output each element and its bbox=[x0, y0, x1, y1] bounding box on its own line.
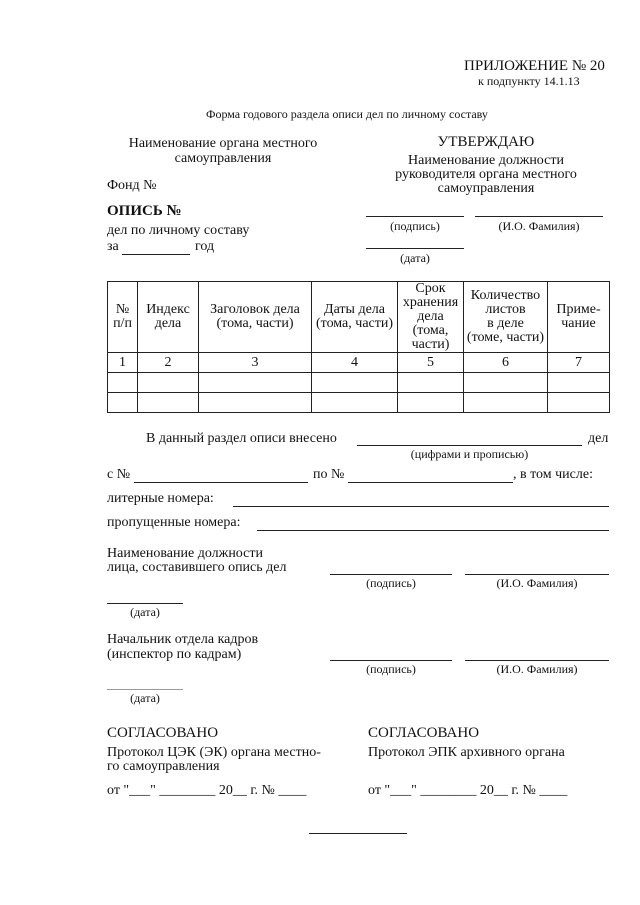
hr-sign-line bbox=[330, 660, 452, 661]
year-prefix: за bbox=[107, 239, 119, 254]
year-field-line bbox=[122, 254, 190, 255]
table-header-row bbox=[108, 282, 610, 353]
agreed-left-line-2: го самоуправления bbox=[107, 759, 220, 774]
form-title: Форма годового раздела описи дел по личному составу bbox=[206, 107, 488, 121]
to-number-line bbox=[348, 482, 513, 483]
fond-label: Фонд № bbox=[107, 178, 157, 193]
table-cell: 3 bbox=[199, 353, 312, 373]
org-name-line-1: Наименование органа местного bbox=[128, 136, 318, 151]
col-header-title: Заголовок дела (тома, части) bbox=[199, 282, 312, 353]
from-label: с № bbox=[107, 467, 131, 482]
entered-suffix: дел bbox=[588, 431, 609, 446]
agreed-right-line-1: Протокол ЭПК архивного органа bbox=[368, 745, 565, 760]
from-number-line bbox=[134, 482, 308, 483]
agreed-left-title: СОГЛАСОВАНО bbox=[107, 725, 219, 741]
approve-sign-line bbox=[366, 216, 464, 217]
table-cell: 2 bbox=[138, 353, 199, 373]
entered-hint: (цифрами и прописью) bbox=[410, 447, 529, 461]
col-header-number: № п/п bbox=[108, 282, 138, 353]
approve-title: УТВЕРЖДАЮ bbox=[437, 134, 535, 150]
missed-numbers-line bbox=[257, 530, 609, 531]
to-label: по № bbox=[313, 467, 345, 482]
table-cell: 6 bbox=[464, 353, 548, 373]
hr-head-line-2: (инспектор по кадрам) bbox=[107, 647, 242, 662]
col-header-note: Приме- чание bbox=[548, 282, 610, 353]
including-label: , в том числе: bbox=[513, 467, 593, 482]
approve-name-caption: (И.О. Фамилия) bbox=[498, 219, 580, 233]
table-row bbox=[108, 373, 610, 393]
appendix-title: ПРИЛОЖЕНИЕ № 20 bbox=[464, 58, 605, 74]
bottom-separator-line bbox=[309, 833, 407, 834]
col-header-storage: Срок хранения дела (тома, части) bbox=[398, 282, 464, 353]
hr-name-caption: (И.О. Фамилия) bbox=[496, 662, 578, 676]
approve-position-line-2: руководителя органа местного bbox=[395, 167, 577, 182]
compiler-name-caption: (И.О. Фамилия) bbox=[496, 576, 578, 590]
compiler-position-line-1: Наименование должности bbox=[107, 546, 263, 561]
letter-numbers-line bbox=[233, 506, 609, 507]
org-name-line-2: самоуправления bbox=[174, 151, 272, 166]
opis-table bbox=[107, 281, 610, 413]
entered-text: В данный раздел описи внесено bbox=[146, 431, 337, 446]
col-header-sheets: Количество листов в деле (томе, части) bbox=[464, 282, 548, 353]
hr-date-line bbox=[107, 689, 183, 690]
opis-description: дел по личному составу bbox=[107, 223, 250, 238]
missed-numbers-label: пропущенные номера: bbox=[107, 515, 241, 530]
approve-position-line-3: самоуправления bbox=[437, 181, 535, 196]
approve-date-line bbox=[366, 248, 464, 249]
agreed-left-date: от "___" ________ 20__ г. № ____ bbox=[107, 783, 307, 798]
compiler-date-caption: (дата) bbox=[130, 605, 160, 619]
table-cell: 1 bbox=[108, 353, 138, 373]
compiler-position-line-2: лица, составившего опись дел bbox=[107, 560, 287, 575]
col-header-dates: Даты дела (тома, части) bbox=[312, 282, 398, 353]
appendix-subtitle: к подпункту 14.1.13 bbox=[478, 74, 580, 88]
table-cell: 7 bbox=[548, 353, 610, 373]
table-cell: 4 bbox=[312, 353, 398, 373]
hr-date-caption: (дата) bbox=[130, 691, 160, 705]
compiler-sign-line bbox=[330, 574, 452, 575]
approve-position-line-1: Наименование должности bbox=[408, 153, 564, 168]
hr-name-line bbox=[465, 660, 609, 661]
table-number-row bbox=[108, 353, 610, 373]
col-header-index: Индекс дела bbox=[138, 282, 199, 353]
agreed-left-line-1: Протокол ЦЭК (ЭК) органа местно- bbox=[107, 745, 321, 760]
hr-head-line-1: Начальник отдела кадров bbox=[107, 632, 259, 647]
entered-count-line bbox=[357, 445, 582, 446]
year-suffix: год bbox=[195, 239, 215, 254]
hr-sign-caption: (подпись) bbox=[366, 662, 416, 676]
compiler-name-line bbox=[465, 574, 609, 575]
opis-label: ОПИСЬ № bbox=[107, 203, 182, 219]
compiler-date-line bbox=[107, 603, 183, 604]
agreed-right-date: от "___" ________ 20__ г. № ____ bbox=[368, 783, 568, 798]
agreed-right-title: СОГЛАСОВАНО bbox=[368, 725, 480, 741]
approve-sign-caption: (подпись) bbox=[390, 219, 440, 233]
letter-numbers-label: литерные номера: bbox=[107, 491, 214, 506]
table-row bbox=[108, 393, 610, 413]
table-cell: 5 bbox=[398, 353, 464, 373]
approve-date-caption: (дата) bbox=[400, 251, 430, 265]
compiler-sign-caption: (подпись) bbox=[366, 576, 416, 590]
approve-name-line bbox=[475, 216, 603, 217]
